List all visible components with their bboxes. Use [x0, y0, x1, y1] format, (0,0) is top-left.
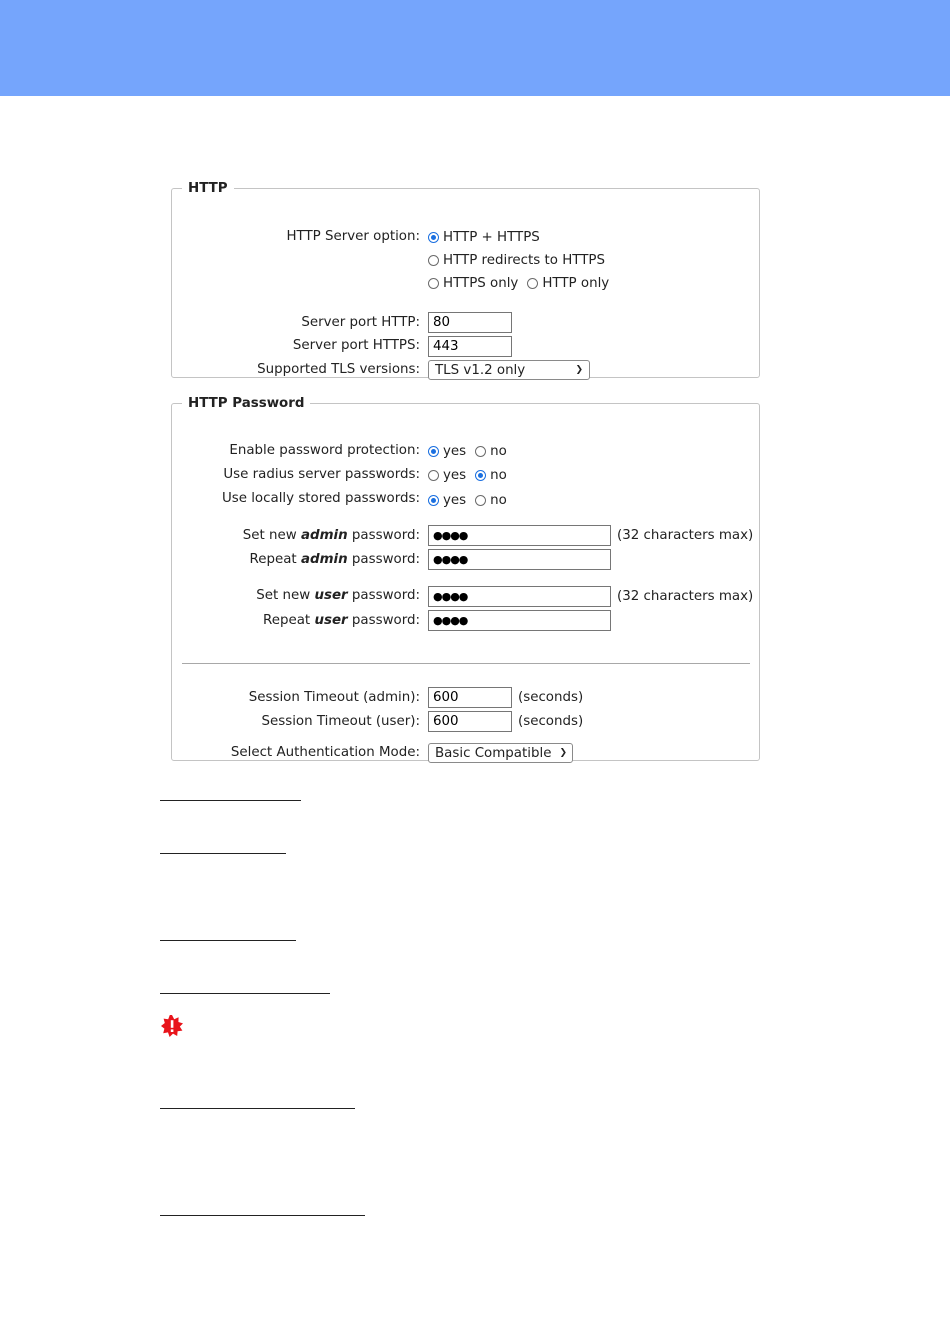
- radius-password-label: Use radius server passwords:: [223, 467, 420, 482]
- underline-rule: [160, 800, 301, 801]
- underline-rule: [160, 940, 296, 941]
- timeout-admin-label: Session Timeout (admin):: [248, 690, 420, 705]
- radio-selected-icon: [428, 495, 439, 506]
- radio-unselected-icon: [428, 255, 439, 266]
- http-password-group: [171, 396, 760, 761]
- radio-local-no[interactable]: no: [475, 493, 507, 508]
- radio-unselected-icon: [428, 278, 439, 289]
- radio-selected-icon: [428, 232, 439, 243]
- enable-password-radios: [428, 444, 516, 459]
- user-max-hint: (32 characters max): [617, 589, 754, 604]
- user-repeat-password-input[interactable]: ●●●●: [428, 610, 611, 631]
- radio-https-only[interactable]: HTTPS only: [428, 276, 518, 291]
- tls-select[interactable]: [428, 360, 590, 380]
- header-banner: [0, 0, 950, 96]
- warning-burst-icon: [161, 1015, 183, 1037]
- local-password-radios: [428, 493, 516, 508]
- timeout-user-label: Session Timeout (user):: [261, 714, 420, 729]
- underline-rule: [160, 1215, 365, 1216]
- radio-unselected-icon: [475, 446, 486, 457]
- http-option-row-2: [428, 253, 614, 268]
- radio-unselected-icon: [475, 495, 486, 506]
- radio-enable-yes[interactable]: yes: [428, 444, 466, 459]
- tls-label: Supported TLS versions:: [257, 362, 420, 377]
- timeout-admin-input[interactable]: 600: [428, 687, 512, 708]
- radio-selected-icon: [428, 446, 439, 457]
- http-settings-group: [171, 181, 760, 378]
- radio-radius-yes[interactable]: yes: [428, 468, 466, 483]
- underline-rule: [160, 853, 286, 854]
- admin-new-password-label: Set new admin password:: [242, 528, 420, 543]
- underline-rule: [160, 1108, 355, 1109]
- admin-max-hint: (32 characters max): [617, 528, 754, 543]
- http-option-row-3: [428, 276, 618, 291]
- http-server-option-label: HTTP Server option:: [286, 229, 420, 244]
- user-repeat-password-label: Repeat user password:: [263, 613, 420, 628]
- chevron-down-icon: ❯: [559, 748, 567, 758]
- section-divider: [182, 663, 750, 664]
- radio-selected-icon: [475, 470, 486, 481]
- radio-local-yes[interactable]: yes: [428, 493, 466, 508]
- tls-select-value: TLS v1.2 only: [435, 362, 526, 378]
- radio-http-only[interactable]: HTTP only: [527, 276, 609, 291]
- timeout-admin-unit: (seconds): [518, 690, 584, 705]
- admin-repeat-password-label: Repeat admin password:: [249, 552, 420, 567]
- auth-mode-select[interactable]: [428, 743, 573, 763]
- radio-unselected-icon: [527, 278, 538, 289]
- port-https-input[interactable]: 443: [428, 336, 512, 357]
- underline-rule: [160, 993, 330, 994]
- http-password-legend: HTTP Password: [188, 396, 305, 411]
- radio-http-redirects[interactable]: HTTP redirects to HTTPS: [428, 253, 605, 268]
- timeout-user-unit: (seconds): [518, 714, 584, 729]
- port-http-label: Server port HTTP:: [301, 315, 420, 330]
- admin-repeat-password-input[interactable]: ●●●●: [428, 549, 611, 570]
- radio-unselected-icon: [428, 470, 439, 481]
- timeout-user-input[interactable]: 600: [428, 711, 512, 732]
- port-http-input[interactable]: 80: [428, 312, 512, 333]
- radius-password-radios: [428, 468, 516, 483]
- admin-new-password-input[interactable]: ●●●●: [428, 525, 611, 546]
- http-legend: HTTP: [188, 181, 228, 196]
- radio-http-https[interactable]: HTTP + HTTPS: [428, 230, 540, 245]
- radio-enable-no[interactable]: no: [475, 444, 507, 459]
- chevron-down-icon: ❯: [575, 365, 583, 375]
- http-option-row-1: [428, 230, 549, 245]
- user-new-password-input[interactable]: ●●●●: [428, 586, 611, 607]
- radio-radius-no[interactable]: no: [475, 468, 507, 483]
- auth-mode-label: Select Authentication Mode:: [230, 745, 420, 760]
- auth-mode-select-value: Basic Compatible: [435, 745, 552, 761]
- local-password-label: Use locally stored passwords:: [221, 491, 420, 506]
- port-https-label: Server port HTTPS:: [292, 338, 420, 353]
- enable-password-label: Enable password protection:: [229, 443, 420, 458]
- user-new-password-label: Set new user password:: [256, 588, 420, 603]
